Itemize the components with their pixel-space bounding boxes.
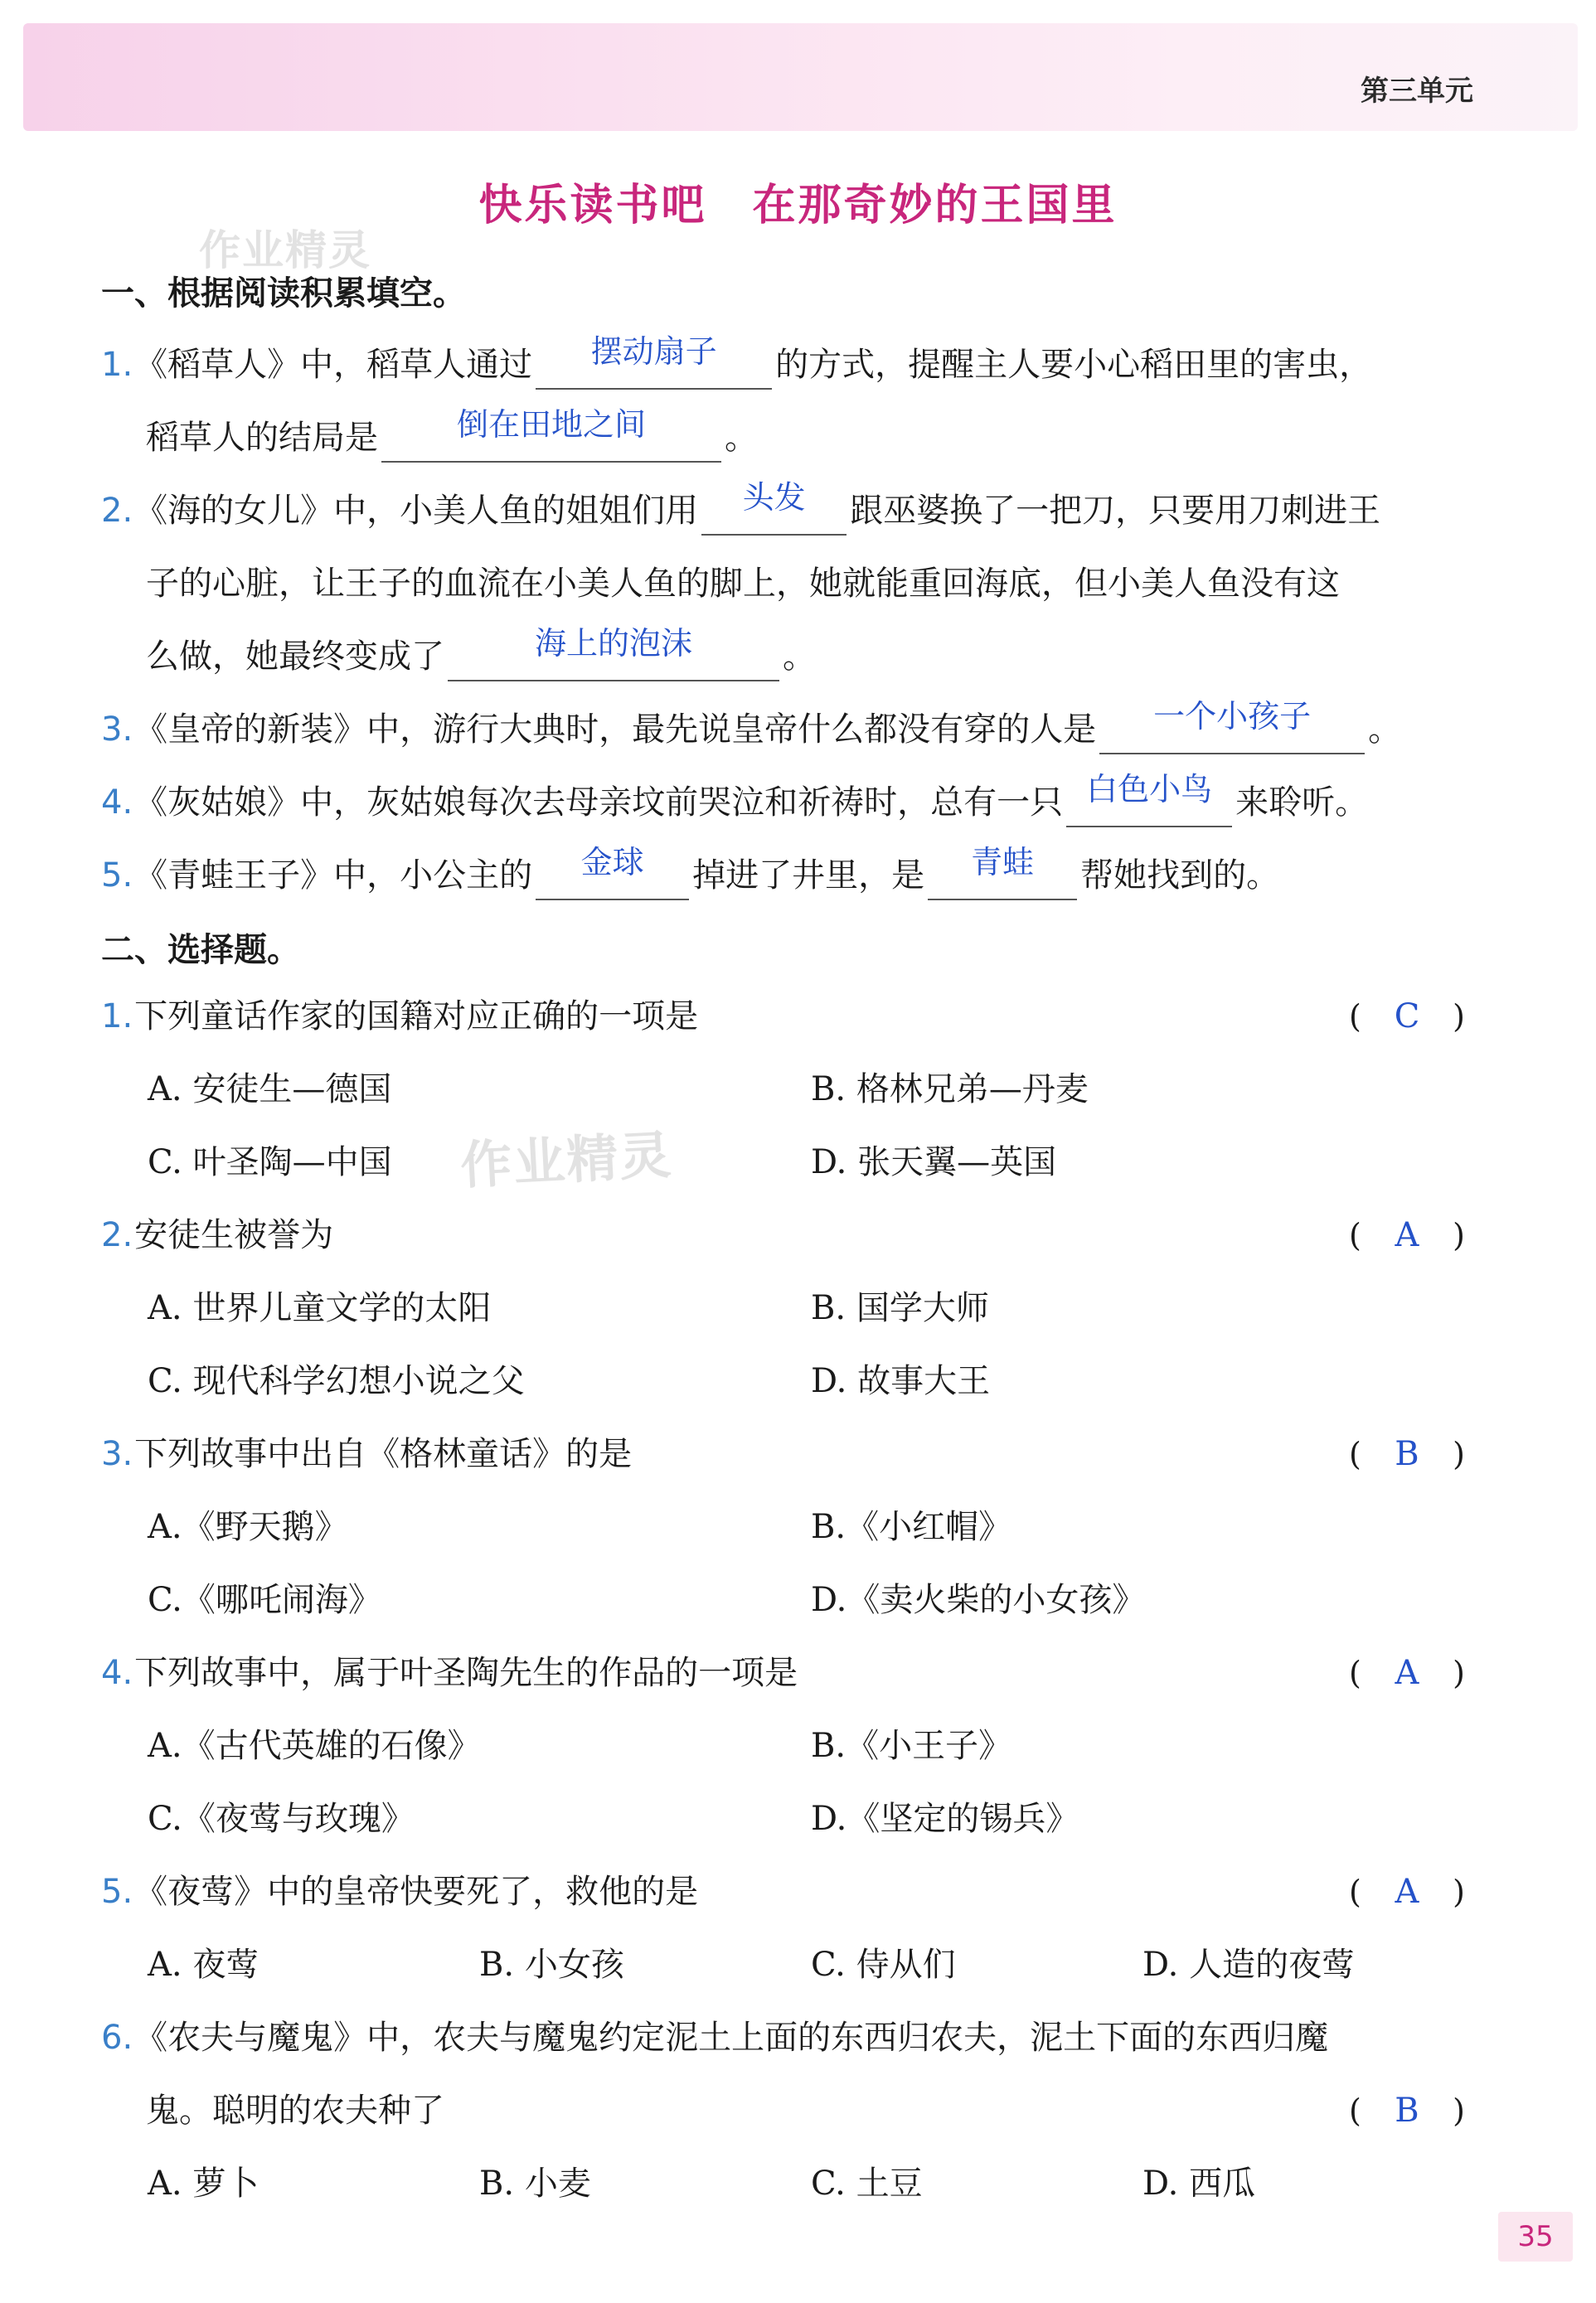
fill-question-5: [101, 844, 1280, 900]
option-d[interactable]: D.《卖火柴的小女孩》: [811, 1581, 1146, 1619]
answer-paren[interactable]: [1349, 1210, 1465, 1260]
choice-question-2: [101, 1210, 333, 1260]
watermark: 作业精灵: [199, 226, 371, 274]
selected-answer: C: [1394, 997, 1420, 1035]
option-a[interactable]: A. 安徒生—德国: [148, 1070, 392, 1108]
question-number: 1.: [101, 346, 133, 384]
selected-answer: A: [1395, 1216, 1419, 1254]
question-stem: 下列故事中，属于叶圣陶先生的作品的一项是: [134, 1654, 798, 1692]
question-text: 《青蛙王子》中，小公主的: [134, 856, 533, 895]
paren-open: (: [1349, 2092, 1361, 2129]
option-d[interactable]: D. 故事大王: [811, 1362, 991, 1400]
question-text: 来聆听。: [1235, 783, 1369, 822]
question-text: 的方式，提醒主人要小心稻田里的害虫，: [775, 346, 1373, 384]
fill-question-2: [101, 479, 1381, 536]
page-number: 35: [1498, 2212, 1573, 2262]
question-text: 掉进了井里，是: [692, 856, 925, 895]
answer-blank[interactable]: [448, 625, 779, 681]
fill-question-4: [101, 771, 1369, 827]
question-number: 3.: [101, 710, 133, 749]
question-stem: 《农夫与魔鬼》中，农夫与魔鬼约定泥土上面的东西归农夫，泥土下面的东西归魔: [134, 2019, 1329, 2057]
question-text: 跟巫婆换了一把刀，只要用刀刺进王: [850, 492, 1381, 530]
handwritten-answer: 一个小孩子: [1153, 698, 1312, 735]
handwritten-answer: 金球: [580, 844, 644, 880]
section-title: 一、根据阅读积累填空。: [101, 274, 466, 313]
fill-question-2-cont: [146, 559, 1340, 608]
choice-question-4: [101, 1648, 798, 1698]
selected-answer: B: [1395, 1435, 1419, 1473]
question-number: 3.: [101, 1435, 133, 1473]
page-title: 快乐读书吧 在那奇妙的王国里: [478, 181, 1118, 230]
question-number: 6.: [101, 2019, 133, 2057]
option-d[interactable]: D. 张天翼—英国: [811, 1143, 1057, 1181]
question-stem: 下列故事中出自《格林童话》的是: [134, 1435, 633, 1473]
fill-question-3: [101, 698, 1402, 754]
option-a[interactable]: A.《野天鹅》: [148, 1508, 348, 1546]
paren-open: (: [1349, 998, 1361, 1035]
selected-answer: A: [1395, 1654, 1419, 1692]
paren-open: (: [1349, 1436, 1361, 1472]
paren-close: ): [1453, 1217, 1465, 1253]
option-b[interactable]: B. 国学大师: [811, 1289, 989, 1327]
fill-question-1-cont: [146, 406, 758, 463]
answer-blank[interactable]: [701, 479, 847, 536]
option-c[interactable]: C.《哪吒闹海》: [148, 1581, 381, 1619]
answer-blank[interactable]: [928, 844, 1077, 900]
question-number: 4.: [101, 1654, 133, 1692]
handwritten-answer: 倒在田地之间: [456, 406, 646, 443]
question-number: 1.: [101, 997, 133, 1035]
option-c[interactable]: C. 叶圣陶—中国: [148, 1143, 392, 1181]
option-a[interactable]: A. 世界儿童文学的太阳: [148, 1289, 492, 1327]
paren-close: ): [1453, 1655, 1465, 1691]
selected-answer: A: [1395, 1873, 1419, 1911]
paren-open: (: [1349, 1655, 1361, 1691]
answer-blank[interactable]: [536, 333, 772, 390]
paren-close: ): [1453, 1874, 1465, 1910]
choice-question-6-cont: [146, 2086, 444, 2136]
answer-blank[interactable]: [536, 844, 689, 900]
option-d[interactable]: D.《坚定的锡兵》: [811, 1800, 1079, 1838]
handwritten-answer: 海上的泡沫: [534, 625, 692, 662]
question-number: 2.: [101, 492, 133, 530]
option-c[interactable]: C. 现代科学幻想小说之父: [148, 1362, 525, 1400]
option-a[interactable]: A. 夜莺: [148, 1946, 260, 1984]
question-text: 《皇帝的新装》中，游行大典时，最先说皇帝什么都没有穿的人是: [134, 710, 1097, 749]
paren-close: ): [1453, 2092, 1465, 2129]
paren-open: (: [1349, 1874, 1361, 1910]
question-text: 《稻草人》中，稻草人通过: [134, 346, 533, 384]
question-text: 子的心脏，让王子的血流在小美人鱼的脚上，她就能重回海底，但小美人鱼没有这: [146, 565, 1340, 603]
header-band: [23, 23, 1578, 131]
question-text: 。: [1368, 710, 1402, 749]
paren-open: (: [1349, 1217, 1361, 1253]
fill-question-2-cont: [146, 625, 816, 681]
question-stem: 《夜莺》中的皇帝快要死了，救他的是: [134, 1873, 699, 1911]
fill-question-1: [101, 333, 1373, 390]
answer-paren[interactable]: [1349, 992, 1465, 1041]
question-stem: 安徒生被誉为: [134, 1216, 334, 1254]
option-a[interactable]: A. 萝卜: [148, 2165, 260, 2203]
handwritten-answer: 头发: [742, 479, 806, 516]
question-text: 《灰姑娘》中，灰姑娘每次去母亲坟前哭泣和祈祷时，总有一只: [134, 783, 1064, 822]
answer-paren[interactable]: [1349, 1429, 1465, 1479]
question-stem: 鬼。聪明的农夫种了: [146, 2092, 444, 2130]
watermark: 作业精灵: [458, 1124, 675, 1196]
option-b[interactable]: B.《小王子》: [811, 1727, 1012, 1765]
paren-close: ): [1453, 998, 1465, 1035]
question-number: 2.: [101, 1216, 133, 1254]
unit-label: 第三单元: [1361, 75, 1473, 108]
answer-paren[interactable]: [1349, 1648, 1465, 1698]
option-d[interactable]: D. 人造的夜莺: [1142, 1946, 1356, 1984]
option-b[interactable]: B. 格林兄弟—丹麦: [811, 1070, 1089, 1108]
handwritten-answer: 摆动扇子: [590, 333, 717, 370]
question-number: 4.: [101, 783, 133, 822]
question-text: 帮她找到的。: [1080, 856, 1280, 895]
handwritten-answer: 青蛙: [971, 844, 1035, 880]
option-a[interactable]: A.《古代英雄的石像》: [148, 1727, 481, 1765]
answer-blank[interactable]: [381, 406, 721, 463]
handwritten-answer: 白色小鸟: [1086, 771, 1213, 807]
question-text: 稻草人的结局是: [146, 419, 378, 457]
answer-paren[interactable]: [1349, 2086, 1465, 2136]
question-text: 么做，她最终变成了: [146, 638, 444, 676]
option-c[interactable]: C.《夜莺与玫瑰》: [148, 1800, 415, 1838]
choice-question-3: [101, 1429, 632, 1479]
selected-answer: B: [1395, 2092, 1419, 2130]
question-stem: 下列童话作家的国籍对应正确的一项是: [134, 997, 699, 1035]
question-text: 。: [783, 638, 816, 676]
question-number: 5.: [101, 1873, 133, 1911]
section-title: 二、选择题。: [101, 931, 300, 969]
option-b[interactable]: B.《小红帽》: [811, 1508, 1012, 1546]
question-text: 。: [725, 419, 758, 457]
option-c[interactable]: C. 土豆: [811, 2165, 923, 2203]
option-d[interactable]: D. 西瓜: [1142, 2165, 1256, 2203]
choice-question-5: [101, 1867, 698, 1917]
question-number: 5.: [101, 856, 133, 895]
answer-blank[interactable]: [1066, 771, 1232, 827]
option-b[interactable]: B. 小麦: [479, 2165, 591, 2203]
option-c[interactable]: C. 侍从们: [811, 1946, 956, 1984]
paren-close: ): [1453, 1436, 1465, 1472]
question-text: 《海的女儿》中，小美人鱼的姐姐们用: [134, 492, 699, 530]
choice-question-1: [101, 992, 698, 1041]
answer-paren[interactable]: [1349, 1867, 1465, 1917]
option-b[interactable]: B. 小女孩: [479, 1946, 624, 1984]
choice-question-6: [101, 2013, 1328, 2063]
answer-blank[interactable]: [1099, 698, 1365, 754]
